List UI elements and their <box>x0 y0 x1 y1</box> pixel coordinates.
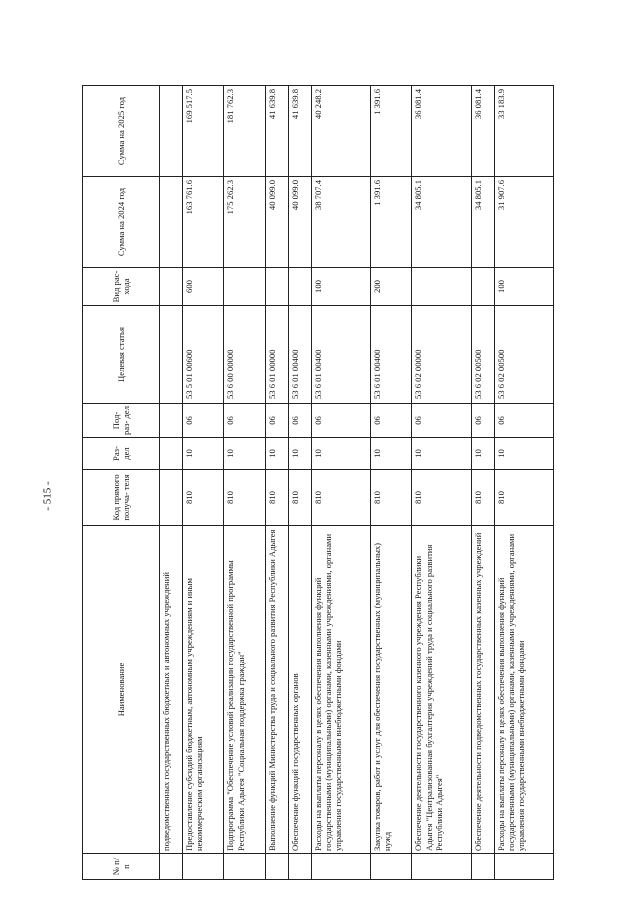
header-row <box>83 86 160 880</box>
cell-idx <box>224 854 265 880</box>
cell-name: Обеспечение деятельности подведомственных государственных казенных учреждений <box>471 526 494 854</box>
cell-target-article: 53 6 01 00000 <box>265 306 288 404</box>
cell-expense-type <box>471 268 494 306</box>
table-body <box>160 86 554 880</box>
cell-expense-type <box>224 268 265 306</box>
table-row <box>183 86 224 880</box>
cell-sum-2024: 38 707.4 <box>312 177 371 268</box>
cell-section: 10 <box>288 438 311 470</box>
cell-sum-2024 <box>160 177 183 268</box>
cell-target-article: 53 6 02 00500 <box>494 306 553 404</box>
cell-sum-2024: 40 099.0 <box>265 177 288 268</box>
cell-section: 10 <box>371 438 412 470</box>
table-row <box>412 86 471 880</box>
table-row <box>494 86 553 880</box>
cell-name: Обеспечение функций государственных органов <box>288 526 311 854</box>
header-target-article: Целевая статья <box>83 306 160 404</box>
cell-target-article <box>160 306 183 404</box>
header-sum-2025: Сумма на 2025 год <box>83 86 160 177</box>
cell-section: 10 <box>183 438 224 470</box>
cell-subsection: 06 <box>494 404 553 438</box>
cell-name: Закупка товаров, работ и услуг для обеспечения государственных (муниципальных) нужд <box>371 526 412 854</box>
cell-recipient-code: 810 <box>494 470 553 526</box>
cell-target-article: 53 6 02 00500 <box>471 306 494 404</box>
cell-subsection: 06 <box>183 404 224 438</box>
header-name: Наименование <box>83 526 160 854</box>
cell-subsection: 06 <box>224 404 265 438</box>
cell-idx <box>494 854 553 880</box>
page-number <box>38 466 58 526</box>
cell-expense-type: 100 <box>312 268 371 306</box>
cell-target-article: 53 6 01 00400 <box>371 306 412 404</box>
cell-name: Выполнение функций Министерства труда и социального развития Республики Адыгея <box>265 526 288 854</box>
cell-section: 10 <box>471 438 494 470</box>
cell-sum-2024: 175 262.3 <box>224 177 265 268</box>
cell-expense-type <box>265 268 288 306</box>
cell-section <box>160 438 183 470</box>
cell-subsection: 06 <box>312 404 371 438</box>
cell-target-article: 53 5 01 00600 <box>183 306 224 404</box>
cell-expense-type <box>160 268 183 306</box>
cell-idx <box>371 854 412 880</box>
cell-sum-2025: 41 639.8 <box>265 86 288 177</box>
budget-table-wrapper <box>82 86 554 880</box>
cell-name: подведомственных государственных бюджетных и автономных учреждений <box>160 526 183 854</box>
cell-sum-2024: 1 391.6 <box>371 177 412 268</box>
table-row <box>471 86 494 880</box>
table-row <box>160 86 183 880</box>
header-section: Раз- дел <box>83 438 160 470</box>
cell-expense-type: 100 <box>494 268 553 306</box>
cell-sum-2025: 169 517.5 <box>183 86 224 177</box>
cell-target-article: 53 6 02 00000 <box>412 306 471 404</box>
table-row <box>224 86 265 880</box>
cell-sum-2025: 33 183.9 <box>494 86 553 177</box>
cell-expense-type: 600 <box>183 268 224 306</box>
cell-section: 10 <box>412 438 471 470</box>
cell-name: Подпрограмма "Обеспечение условий реализации государственной программы Республики Адыгея "Социальная поддержка граждан" <box>224 526 265 854</box>
cell-name: Расходы на выплаты персоналу в целях обеспечения выполнения функций государственными (муниципальными) органами, казенными учреждениями, органами управления государственными внебюджетными фондами <box>312 526 371 854</box>
cell-subsection <box>160 404 183 438</box>
cell-idx <box>471 854 494 880</box>
header-subsection: Под- раз- дел <box>83 404 160 438</box>
cell-name: Предоставление субсидий бюджетным, автономным учреждениям и иным некоммерческим организациям <box>183 526 224 854</box>
cell-idx <box>312 854 371 880</box>
cell-sum-2024: 40 099.0 <box>288 177 311 268</box>
cell-recipient-code: 810 <box>224 470 265 526</box>
cell-sum-2024: 34 805.1 <box>471 177 494 268</box>
table-row <box>312 86 371 880</box>
cell-name: Обеспечение деятельности государственного казенного учреждения Республики Адыгея "Централизованная бухгалтерия учреждений труда и социального развития Республики Адыгея" <box>412 526 471 854</box>
cell-target-article: 53 6 01 00400 <box>288 306 311 404</box>
cell-recipient-code <box>160 470 183 526</box>
cell-sum-2025: 40 248.2 <box>312 86 371 177</box>
cell-sum-2025: 41 639.8 <box>288 86 311 177</box>
cell-section: 10 <box>265 438 288 470</box>
cell-sum-2025: 36 081.4 <box>471 86 494 177</box>
cell-recipient-code: 810 <box>412 470 471 526</box>
cell-sum-2024: 163 761.6 <box>183 177 224 268</box>
cell-recipient-code: 810 <box>288 470 311 526</box>
cell-sum-2025: 181 762.3 <box>224 86 265 177</box>
table-row <box>371 86 412 880</box>
budget-table <box>82 85 554 880</box>
cell-section: 10 <box>494 438 553 470</box>
cell-recipient-code: 810 <box>371 470 412 526</box>
cell-sum-2024: 34 805.1 <box>412 177 471 268</box>
cell-name: Расходы на выплаты персоналу в целях обеспечения выполнения функций государственными (муниципальными) органами, казенными учреждениями, органами управления государственными внебюджетными фондами <box>494 526 553 854</box>
page-number-text: - 515 - <box>42 481 55 511</box>
table-row <box>288 86 311 880</box>
cell-idx <box>183 854 224 880</box>
cell-idx <box>160 854 183 880</box>
cell-recipient-code: 810 <box>183 470 224 526</box>
cell-sum-2025 <box>160 86 183 177</box>
cell-target-article: 53 6 00 00000 <box>224 306 265 404</box>
cell-subsection: 06 <box>265 404 288 438</box>
table-header <box>83 86 160 880</box>
header-expense-type: Вид рас- хода <box>83 268 160 306</box>
rotated-page-content <box>82 86 554 880</box>
cell-sum-2025: 36 081.4 <box>412 86 471 177</box>
header-sum-2024: Сумма на 2024 год <box>83 177 160 268</box>
cell-expense-type: 200 <box>371 268 412 306</box>
cell-idx <box>288 854 311 880</box>
cell-recipient-code: 810 <box>312 470 371 526</box>
cell-idx <box>412 854 471 880</box>
cell-target-article: 53 6 01 00400 <box>312 306 371 404</box>
cell-subsection: 06 <box>471 404 494 438</box>
cell-recipient-code: 810 <box>471 470 494 526</box>
cell-section: 10 <box>224 438 265 470</box>
cell-subsection: 06 <box>412 404 471 438</box>
header-recipient-code: Код прямого получа- теля <box>83 470 160 526</box>
cell-sum-2025: 1 391.6 <box>371 86 412 177</box>
header-idx: № п/п <box>83 854 160 880</box>
cell-expense-type <box>288 268 311 306</box>
cell-sum-2024: 31 907.6 <box>494 177 553 268</box>
cell-subsection: 06 <box>288 404 311 438</box>
cell-recipient-code: 810 <box>265 470 288 526</box>
table-row <box>265 86 288 880</box>
cell-section: 10 <box>312 438 371 470</box>
cell-expense-type <box>412 268 471 306</box>
cell-idx <box>265 854 288 880</box>
cell-subsection: 06 <box>371 404 412 438</box>
